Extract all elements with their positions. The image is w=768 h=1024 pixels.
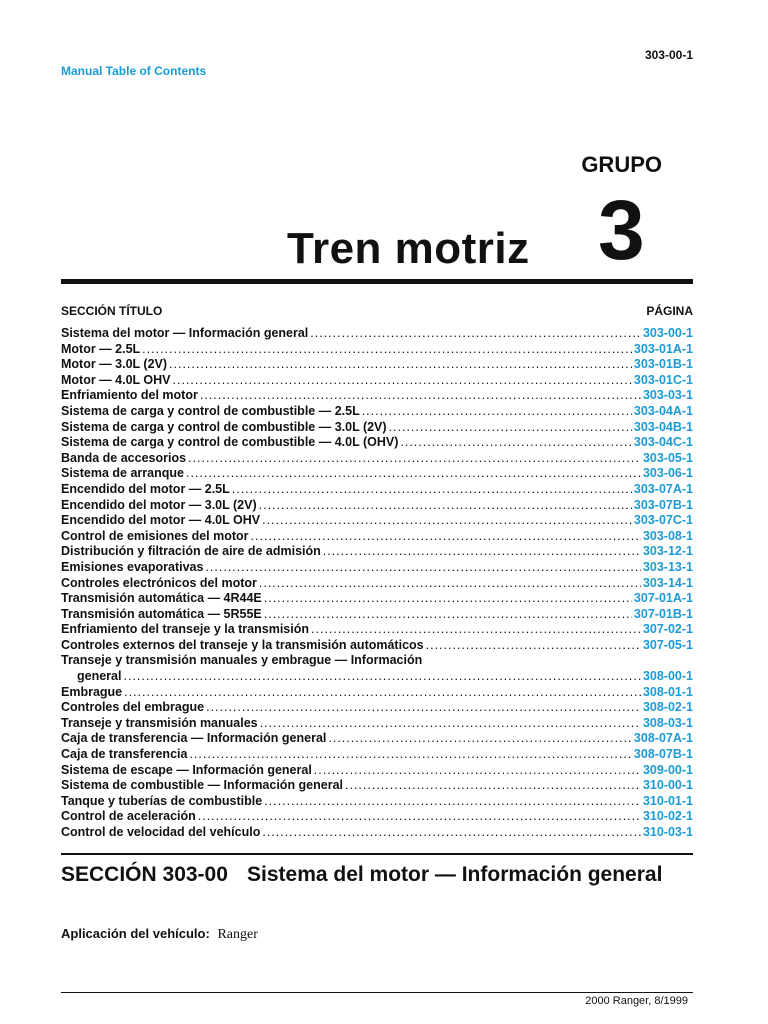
toc-page-link[interactable]: 308-07B-1 (633, 747, 693, 762)
toc-page-link[interactable]: 310-00-1 (642, 778, 693, 793)
dot-leader (124, 685, 641, 701)
toc-entry-title: Distribución y filtración de aire de admisión (61, 544, 321, 559)
group-title: Tren motriz (287, 224, 530, 273)
toc-entry-title: Controles del embrague (61, 700, 205, 715)
toc-page-link[interactable]: 303-12-1 (642, 544, 693, 559)
dot-leader (310, 326, 641, 342)
toc-row (61, 498, 693, 514)
toc-page-link[interactable]: 303-03-1 (642, 388, 693, 403)
toc-row (61, 653, 693, 669)
toc-entry-title: Motor — 4.0L OHV (61, 372, 171, 387)
dot-leader (189, 747, 631, 763)
toc-row (61, 622, 693, 638)
toc-row (61, 466, 693, 482)
toc-entry-title: Encendido del motor — 2.5L (61, 481, 230, 496)
toc-page-link[interactable]: 308-01-1 (642, 684, 693, 699)
toc-page-link[interactable]: 303-04A-1 (633, 403, 693, 418)
toc-row (61, 669, 693, 685)
toc-page-link[interactable]: 303-01A-1 (633, 341, 693, 356)
toc-entry-title: Control de velocidad del vehículo (61, 825, 261, 839)
toc-entry-title: Transeje y transmisión manuales (61, 715, 258, 730)
section-heading (61, 862, 693, 887)
toc-page-link[interactable]: 307-02-1 (642, 622, 693, 637)
dot-leader (188, 451, 641, 467)
toc-row (61, 700, 693, 716)
toc-page-link[interactable]: 303-07C-1 (633, 513, 693, 528)
manual-toc-link[interactable]: Manual Table of Contents (61, 64, 207, 78)
dot-leader (198, 809, 641, 825)
toc-entry-title: Sistema de combustible — Información general (61, 778, 344, 793)
group-number: 3 (598, 183, 645, 277)
vehicle-application-label: Aplicación del vehículo: (61, 926, 210, 941)
toc-row (61, 342, 693, 358)
dot-leader (426, 638, 641, 654)
toc-row (61, 591, 693, 607)
toc-row (61, 357, 693, 373)
footer-text: 2000 Ranger, 8/1999 (585, 995, 688, 1007)
toc-row (61, 825, 693, 841)
toc-entry-title: Transmisión automática — 5R55E (61, 606, 262, 621)
toc-entry-title: Tanque y tuberías de combustible (61, 793, 263, 808)
toc-entry-title: Sistema de arranque (61, 466, 184, 481)
toc-entry-title: Enfriamiento del motor (61, 388, 198, 403)
dot-leader (142, 342, 632, 358)
dot-leader (260, 716, 641, 732)
toc-list (61, 326, 693, 841)
toc-row (61, 482, 693, 498)
toc-row (61, 778, 693, 794)
dot-leader (328, 731, 632, 747)
toc-entry-title: Embrague (61, 684, 123, 699)
toc-row (61, 763, 693, 779)
toc-entry-title: Banda de accesorios (61, 450, 187, 465)
dot-leader (173, 373, 632, 389)
dot-leader (123, 669, 640, 685)
dot-leader (323, 544, 641, 560)
toc-row (61, 560, 693, 576)
group-label: GRUPO (581, 152, 662, 177)
toc-page-link[interactable]: 303-04B-1 (633, 419, 693, 434)
footer-rule (61, 992, 693, 993)
toc-row (61, 513, 693, 529)
toc-row (61, 544, 693, 560)
toc-page-link[interactable]: 307-01B-1 (633, 606, 693, 621)
toc-page-link[interactable]: 309-00-1 (642, 762, 693, 777)
dot-leader (264, 591, 632, 607)
toc-entry-title: Motor — 2.5L (61, 341, 141, 356)
toc-entry-title: Controles electrónicos del motor (61, 575, 257, 590)
toc-page-link[interactable]: 308-02-1 (642, 700, 693, 715)
dot-leader (389, 420, 632, 436)
vehicle-application (61, 926, 258, 943)
dot-leader (262, 513, 632, 529)
dot-leader (169, 357, 632, 373)
toc-entry-title: Encendido del motor — 3.0L (2V) (61, 497, 257, 512)
toc-entry-title: Sistema de escape — Información general (61, 762, 312, 777)
dot-leader (264, 607, 632, 623)
toc-row (61, 451, 693, 467)
header-rule (61, 279, 693, 284)
dot-leader (311, 622, 641, 638)
toc-row (61, 420, 693, 436)
toc-page-link[interactable]: 307-05-1 (642, 637, 693, 652)
toc-row (61, 576, 693, 592)
toc-page-link[interactable]: 308-07A-1 (633, 731, 693, 746)
toc-page-link[interactable]: 310-03-1 (642, 825, 693, 839)
toc-entry-title: Transmisión automática — 4R44E (61, 591, 262, 606)
toc-row (61, 607, 693, 623)
toc-entry-title: Control de emisiones del motor (61, 528, 249, 543)
toc-page-link[interactable]: 303-04C-1 (633, 435, 693, 450)
toc-page-link[interactable]: 310-01-1 (642, 793, 693, 808)
dot-leader (206, 700, 641, 716)
toc-entry-title: Motor — 3.0L (2V) (61, 357, 168, 372)
toc-page-link[interactable]: 303-08-1 (642, 528, 693, 543)
toc-row (61, 638, 693, 654)
toc-row (61, 373, 693, 389)
toc-entry-title: Emisiones evaporativas (61, 559, 204, 574)
toc-page-link[interactable]: 310-02-1 (642, 809, 693, 824)
toc-row (61, 685, 693, 701)
dot-leader (205, 560, 641, 576)
vehicle-application-value: Ranger (217, 927, 258, 942)
dot-leader (314, 763, 641, 779)
toc-entry-title: Encendido del motor — 4.0L OHV (61, 513, 261, 528)
section-rule (61, 853, 693, 855)
dot-leader (186, 466, 641, 482)
dot-leader (200, 388, 641, 404)
toc-entry-title: Sistema del motor — Información general (61, 326, 309, 340)
toc-entry-title: Enfriamiento del transeje y la transmisión (61, 622, 309, 637)
toc-row (61, 731, 693, 747)
dot-leader (264, 794, 641, 810)
toc-entry-title: Controles externos del transeje y la transmisión automáticos (61, 637, 424, 652)
toc-page-link[interactable]: 303-01B-1 (633, 357, 693, 372)
dot-leader (232, 482, 632, 498)
section-name: Sistema del motor — Información general (247, 863, 663, 886)
toc-entry-title: Caja de transferencia — Información general (61, 731, 327, 746)
toc-row (61, 716, 693, 732)
toc-page-link[interactable]: 303-07B-1 (633, 497, 693, 512)
toc-row (61, 809, 693, 825)
toc-entry-title: Control de aceleración (61, 809, 196, 824)
toc-row (61, 794, 693, 810)
dot-leader (251, 529, 641, 545)
toc-entry-title: Sistema de carga y control de combustible — 4.0L (OHV) (61, 435, 399, 450)
section-code: SECCIÓN 303-00 (61, 863, 228, 886)
page-code: 303-00-1 (644, 48, 693, 62)
dot-leader (259, 498, 632, 514)
toc-page-link[interactable]: 303-01C-1 (633, 372, 693, 387)
toc-page-link[interactable]: 307-01A-1 (633, 591, 693, 606)
dot-leader (400, 435, 632, 451)
toc-page-link[interactable]: 303-14-1 (642, 575, 693, 590)
toc-page-link[interactable]: 303-07A-1 (633, 481, 693, 496)
toc-entry-title-continued: general (77, 669, 122, 684)
toc-page-link[interactable]: 308-00-1 (642, 669, 693, 684)
dot-leader (345, 778, 641, 794)
toc-entry-title: Caja de transferencia (61, 747, 188, 762)
dot-leader (259, 576, 641, 592)
column-header-section-title: SECCIÓN TÍTULO (61, 304, 163, 318)
toc-row (61, 529, 693, 545)
toc-row (61, 747, 693, 763)
toc-row (61, 404, 693, 420)
toc-page-link[interactable]: 303-13-1 (642, 559, 693, 574)
dot-leader (262, 825, 641, 841)
toc-page-link[interactable]: 308-03-1 (642, 715, 693, 730)
toc-row (61, 435, 693, 451)
toc-row (61, 388, 693, 404)
toc-row (61, 326, 693, 342)
column-header-page: PÁGINA (646, 304, 693, 318)
toc-page-link[interactable]: 303-06-1 (642, 466, 693, 481)
toc-entry-title: Transeje y transmisión manuales y embrague — Información (61, 653, 423, 668)
toc-entry-title: Sistema de carga y control de combustible — 2.5L (61, 403, 360, 418)
toc-entry-title: Sistema de carga y control de combustible — 3.0L (2V) (61, 419, 387, 434)
dot-leader (362, 404, 632, 420)
toc-page-link[interactable]: 303-05-1 (642, 450, 693, 465)
toc-page-link[interactable]: 303-00-1 (642, 326, 693, 340)
